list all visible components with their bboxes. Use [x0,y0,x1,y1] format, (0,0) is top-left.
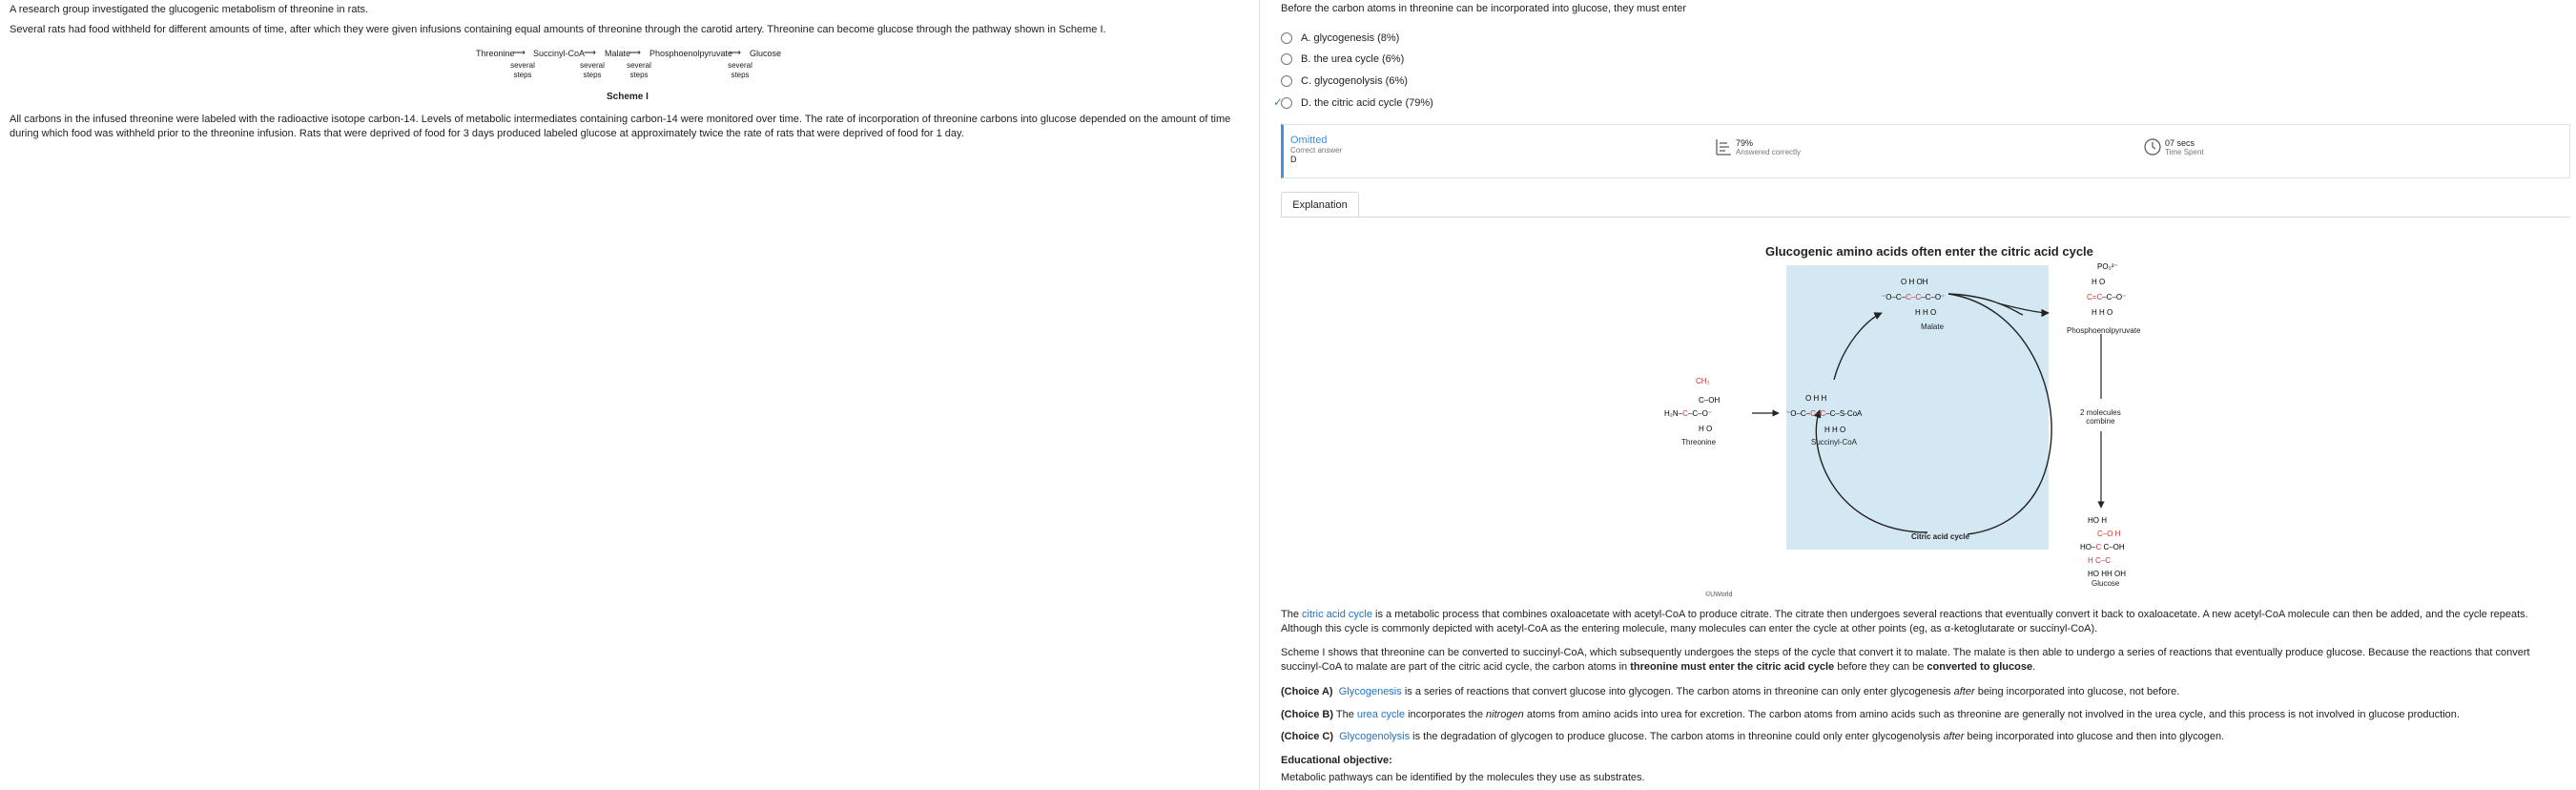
arrow-icon: ⟶ [629,48,641,57]
label-citric-acid-cycle: Citric acid cycle [1911,532,1969,541]
status-label: Omitted [1290,135,1328,146]
scheme-node-glucose: Glucose [750,49,782,58]
arrow-icon: ⟶ [584,48,596,57]
svg-text:PO₃²⁻: PO₃²⁻ [2097,262,2118,271]
scheme-node-threonine: Threonine [476,49,515,58]
label-malate: Malate [1921,322,1945,331]
figure-credit: ©UWorld [1705,592,1733,598]
label-threonine: Threonine [1681,438,1717,447]
choice-percent: (79%) [1405,97,1433,109]
svg-text:H O: H O [1699,425,1713,433]
time-spent-value: 07 secs [2165,137,2195,148]
svg-text:H C–C: H C–C [2088,556,2112,565]
passage-paragraph-2: All carbons in the infused threonine were labeled with the radioactive isotope carbon-14. Levels of metabolic intermediates containing carbon-14 were monitored over time. The rate of incorporation of threonine carbons into glucose depended on the amount of time during which food was withheld prior to the threonine infusion. Rats that were deprived of food for 3 days produced labeled glucose at approximately twice the rate of rats that were deprived of food for 1 day. [10,114,1231,139]
choice-c[interactable] [1281,73,1408,89]
scheme-steps-label: several steps [728,61,752,79]
choice-text: the citric acid cycle [1314,97,1403,109]
percent-correct-label: Answered correctly [1736,147,1802,156]
citric-acid-cycle-link[interactable]: citric acid cycle [1302,609,1372,620]
tab-explanation[interactable]: Explanation [1281,192,1359,218]
svg-text:O H OH: O H OH [1901,278,1928,286]
educational-objective-title: Educational objective: [1281,755,1392,766]
svg-text:O H H: O H H [1805,394,1827,403]
arrow-icon: ⟶ [513,48,526,57]
explanation-choice-a: (Choice A) Glycogenesis is a series of reactions that convert glucose into glycogen. The carbon atoms in threonine can only enter glycogenesis after being incorporated into glucose, not before. [1281,686,2180,697]
passage-intro: A research group investigated the glucogenic metabolism of threonine in rats. [10,4,369,15]
svg-text:H₂N–C–C–O⁻: H₂N–C–C–O⁻ [1664,409,1713,418]
choice-letter: C. [1301,75,1311,87]
choice-b[interactable] [1281,52,1404,67]
glycogenolysis-link[interactable]: Glycogenolysis [1339,731,1411,742]
radio-icon[interactable] [1281,53,1292,65]
label-glucose: Glucose [2092,579,2120,588]
svg-text:H H O: H H O [1915,308,1937,317]
passage-pane [0,0,1260,790]
svg-text:C–O H: C–O H [2097,530,2121,538]
clock-icon [2143,137,2162,156]
explanation-choice-c: (Choice C) Glycogenolysis is the degradation of glycogen to produce glucose. The carbon atoms in threonine could only enter glycogenolysis after being incorporated into glucose and then into glycogen. [1281,731,2225,742]
percent-correct-value: 79% [1736,137,1754,148]
scheme-steps-label: several steps [627,61,651,79]
label-succinyl-coa: Succinyl-CoA [1811,438,1858,447]
choice-letter: B. [1301,53,1311,65]
label-two-molecules-combine: 2 molecules combine [2080,408,2121,426]
svg-text:⁻O–C–C–C–C–O⁻: ⁻O–C–C–C–C–O⁻ [1882,293,1946,301]
scheme-title: Scheme I [607,92,649,102]
educational-objective-text: Metabolic pathways can be identified by the molecules they use as substrates. [1281,772,1645,783]
svg-text:H H O: H H O [1824,426,1846,434]
choice-percent: (6%) [1382,53,1405,65]
choice-text: glycogenesis [1313,32,1375,44]
choice-d[interactable] [1273,95,1433,111]
choice-percent: (6%) [1385,75,1408,87]
correct-answer-label: Correct answer [1290,146,1343,155]
choice-text: the urea cycle [1313,53,1379,65]
answer-stats-bar [1281,124,2570,178]
choice-letter: D. [1301,97,1311,109]
radio-icon[interactable] [1281,32,1292,44]
svg-text:C=C–C–O⁻: C=C–C–O⁻ [2087,293,2127,301]
question-pane [1262,0,2576,790]
choice-letter: A. [1301,32,1311,44]
svg-text:H H O: H H O [2092,308,2113,317]
svg-text:HO H: HO H [2088,516,2107,525]
label-phosphoenolpyruvate: Phosphoenolpyruvate [2067,326,2141,335]
choice-percent: (8%) [1377,32,1400,44]
glycogenesis-link[interactable]: Glycogenesis [1338,686,1402,697]
threonine-structure [1664,377,1720,433]
urea-cycle-link[interactable]: urea cycle [1356,709,1406,720]
svg-text:⁻O–C–C–C–C–S-CoA: ⁻O–C–C–C–C–S-CoA [1786,409,1863,418]
svg-text:H O: H O [2092,278,2106,286]
correct-answer-value: D [1290,155,1297,164]
explanation-paragraph-1: The citric acid cycle is a metabolic process that combines oxaloacetate with acetyl-CoA to produce citrate. The citrate then undergoes several reactions that eventually convert it back to oxaloacetate. A new acetyl-CoA molecule can then be added, and the cycle repeats. Although this cycle is commonly depicted with acetyl-CoA as the entering molecule, many molecules can enter the cycle at other points (eg, as α-ketoglutarate or succinyl-CoA). [1281,609,2528,634]
citric-acid-cycle-diagram [1662,258,2158,601]
bar-chart-icon [1715,137,1732,156]
passage-paragraph-1: Several rats had food withheld for different amounts of time, after which they were given infusions containing equal amounts of threonine through the carotid artery. Threonine can become glucose through the pathway shown in Scheme I. [10,24,1106,35]
checkmark-icon: ✓ [1273,95,1284,109]
tab-divider [1281,217,2570,218]
choice-text: glycogenolysis [1314,75,1383,87]
svg-text:C–OH: C–OH [1699,396,1721,405]
arrow-icon: ⟶ [729,48,741,57]
scheme-node-malate: Malate [605,49,631,58]
explanation-paragraph-2: Scheme I shows that threonine can be converted to succinyl-CoA, which subsequently undergoes the steps of the cycle that convert it to malate. The malate is then able to undergo a series of reactions that eventually produce glucose. Because the reactions that convert succinyl-CoA to malate are part of the citric acid cycle, the carbon atoms in threonine must enter the citric acid cycle before they can be converted to glucose. [1281,647,2530,673]
svg-text:HO HH OH: HO HH OH [2088,570,2126,578]
figure-title: Glucogenic amino acids often enter the citric acid cycle [1765,244,2093,259]
pep-structure [2087,262,2126,317]
scheme-node-phosphoenolpyruvate: Phosphoenolpyruvate [649,49,733,58]
glucose-structure [2080,516,2126,578]
explanation-choice-b: (Choice B) The urea cycle incorporates the nitrogen atoms from amino acids into urea for excretion. The carbon atoms from amino acids such as threonine are generally not involved in the urea cycle, and this process is not involved in glucose production. [1281,709,2460,720]
scheme-steps-label: several steps [580,61,605,79]
scheme-steps-label: several steps [510,61,535,79]
time-spent-label: Time Spent [2165,147,2204,156]
scheme-node-succinyl-coa: Succinyl-CoA [533,49,586,58]
question-stem: Before the carbon atoms in threonine can be incorporated into glucose, they must enter [1281,3,1686,14]
svg-text:HO–C C–OH: HO–C C–OH [2080,543,2125,551]
radio-icon[interactable] [1281,75,1292,87]
choice-a[interactable] [1281,31,1399,46]
svg-text:CH₃: CH₃ [1696,377,1710,385]
